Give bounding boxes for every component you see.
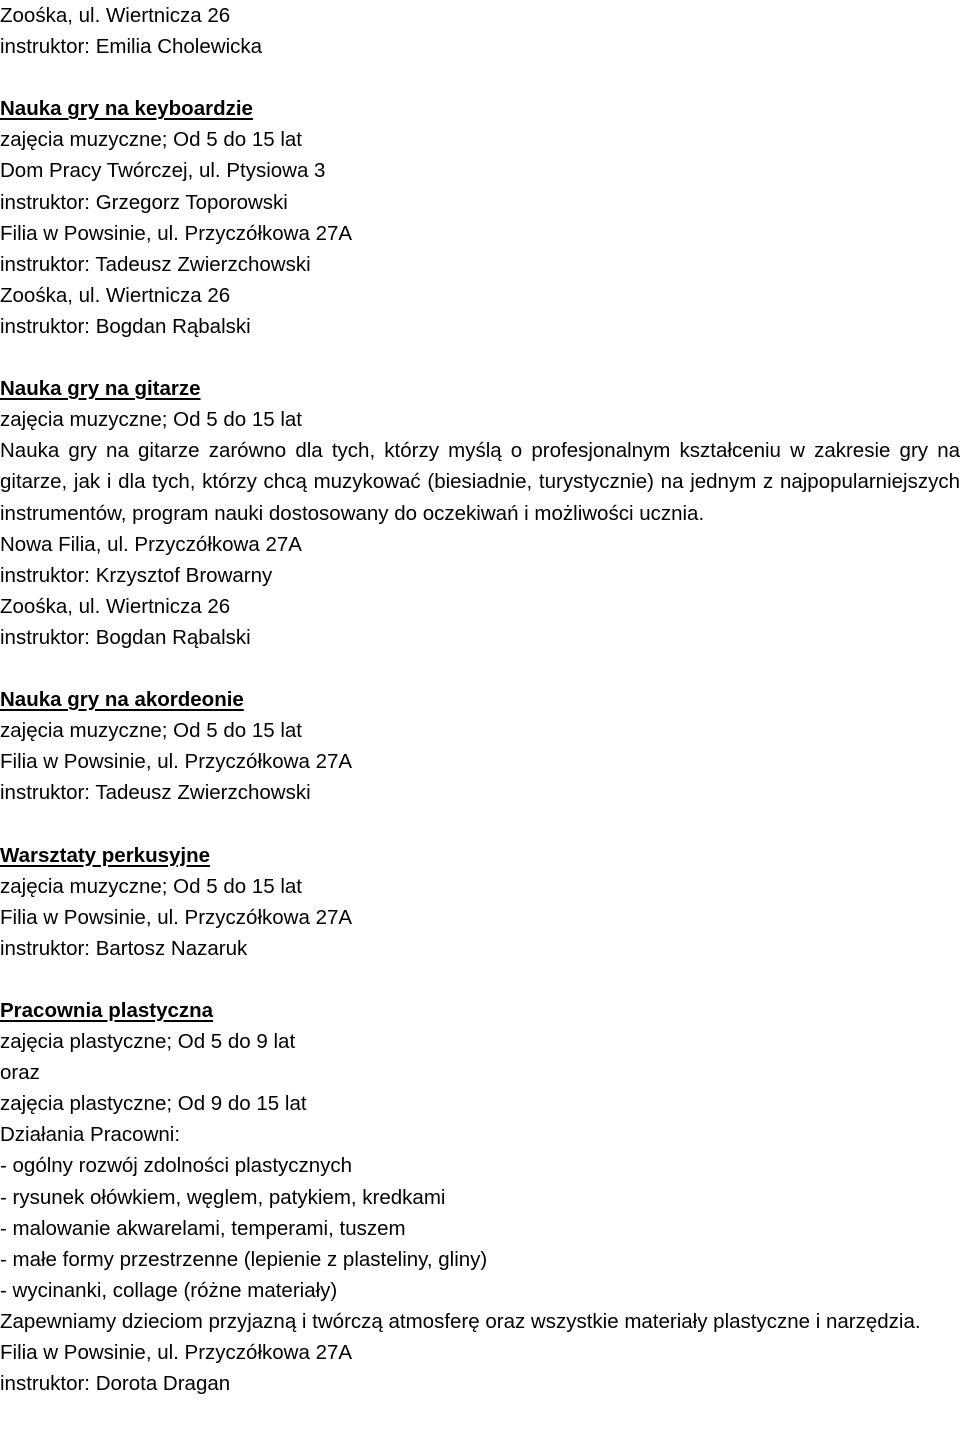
category: zajęcia muzyczne; Od 5 do 15 lat — [0, 874, 302, 898]
category: zajęcia muzyczne; Od 5 do 15 lat — [0, 128, 302, 152]
activity-item: - małe formy przestrzenne (lepienie z plasteliny, gliny) — [0, 1247, 488, 1271]
location: Nowa Filia, ul. Przyczółkowa 27A — [0, 532, 302, 556]
location: Filia w Powsinie, ul. Przyczółkowa 27A — [0, 750, 353, 774]
guitar-section — [0, 373, 960, 653]
instructor: instruktor: Tadeusz Zwierzchowski — [0, 252, 311, 276]
intro-section — [0, 0, 960, 62]
activity-item: - malowanie akwarelami, temperami, tuszem — [0, 1216, 406, 1240]
location: Filia w Powsinie, ul. Przyczółkowa 27A — [0, 221, 353, 245]
activity-item: - wycinanki, collage (różne materiały) — [0, 1278, 338, 1302]
section-title: Nauka gry na gitarze — [0, 377, 201, 401]
category: zajęcia plastyczne; Od 5 do 9 lat — [0, 1030, 296, 1054]
instructor: instruktor: Dorota Dragan — [0, 1372, 231, 1396]
section-title: Pracownia plastyczna — [0, 999, 214, 1022]
activity-item: - rysunek ołówkiem, węglem, patykiem, kredkami — [0, 1185, 446, 1209]
section-title: Nauka gry na akordeonie — [0, 688, 244, 712]
instructor: instruktor: Bartosz Nazaruk — [0, 936, 248, 960]
instructor: instruktor: Bogdan Rąbalski — [0, 625, 251, 649]
activities-label: Działania Pracowni: — [0, 1123, 181, 1147]
instructor: instruktor: Grzegorz Toporowski — [0, 190, 288, 214]
location: Zoośka, ul. Wiertnicza 26 — [0, 594, 231, 618]
location: Dom Pracy Twórczej, ul. Ptysiowa 3 — [0, 159, 326, 183]
activity-item: - ogólny rozwój zdolności plastycznych — [0, 1154, 353, 1178]
percussion-section — [0, 840, 960, 964]
spacer — [0, 653, 960, 684]
spacer — [0, 808, 960, 839]
location: Filia w Powsinie, ul. Przyczółkowa 27A — [0, 905, 353, 929]
category: zajęcia muzyczne; Od 5 do 15 lat — [0, 408, 302, 432]
accordion-section — [0, 684, 960, 808]
instructor: instruktor: Krzysztof Browarny — [0, 563, 273, 587]
conjunction: oraz — [0, 1061, 40, 1085]
description: Nauka gry na gitarze zarówno dla tych, którzy myślą o profesjonalnym kształceniu w zakresie gry na gitarze, jak i dla tych, którzy chcą muzykować (biesiadnie, turystycznie) na jednym z najpopularniejszych instrumentów, program nauki dostosowany do oczekiwań i możliwości ucznia. — [0, 439, 960, 525]
location: Zoośka, ul. Wiertnicza 26 — [0, 4, 231, 27]
location: Zoośka, ul. Wiertnicza 26 — [0, 283, 231, 307]
spacer — [0, 964, 960, 995]
keyboard-section — [0, 93, 960, 342]
instructor: instruktor: Tadeusz Zwierzchowski — [0, 781, 311, 805]
spacer — [0, 342, 960, 373]
category: zajęcia muzyczne; Od 5 do 15 lat — [0, 719, 302, 743]
spacer — [0, 62, 960, 93]
art-section — [0, 995, 960, 1399]
category: zajęcia plastyczne; Od 9 do 15 lat — [0, 1092, 307, 1116]
location: Filia w Powsinie, ul. Przyczółkowa 27A — [0, 1341, 353, 1365]
instructor: instruktor: Bogdan Rąbalski — [0, 314, 251, 338]
closing-text: Zapewniamy dzieciom przyjazną i twórczą atmosferę oraz wszystkie materiały plastyczne i narzędzia. — [0, 1309, 921, 1333]
section-title: Warsztaty perkusyjne — [0, 843, 211, 867]
instructor: instruktor: Emilia Cholewicka — [0, 35, 263, 59]
section-title: Nauka gry na keyboardzie — [0, 97, 253, 121]
